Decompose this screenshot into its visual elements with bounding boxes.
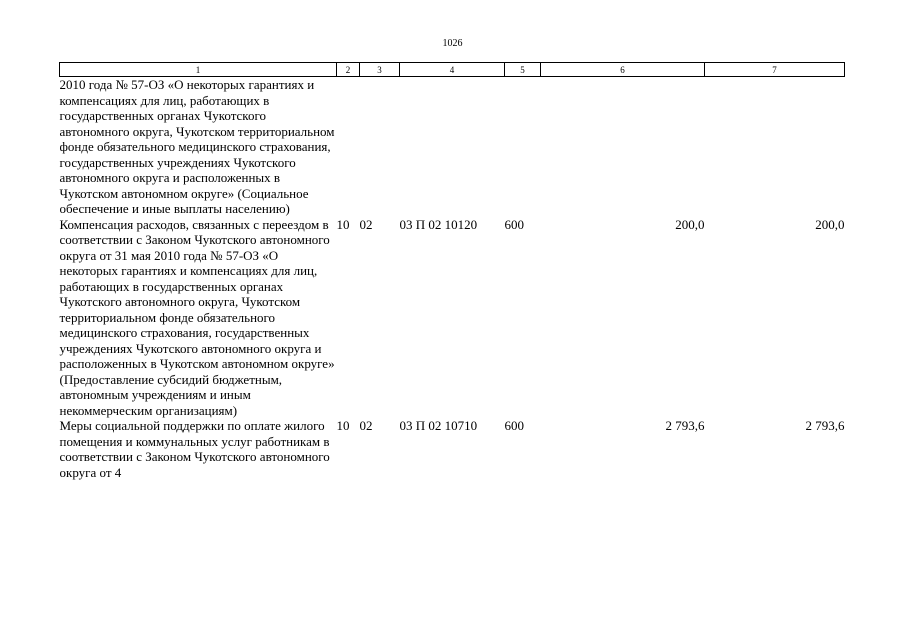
row-description: Компенсация расходов, связанных с переездом в соответствии с Законом Чукотского автономного округа от 31 мая 2010 года № 57-ОЗ «О некоторых гарантиях и компенсациях для лиц, работающих в государственных органах Чукотского автономного округа, Чукотском территориальном фонде обязательного медицинского страхования, государственных учреждениях Чукотского автономного округа и расположенных в Чукотском автономном округе» (Предоставление субсидий бюджетным, автономным учреждениям и иным некоммерческим организациям) xyxy=(59,216,335,418)
row-description: 2010 года № 57-ОЗ «О некоторых гарантиях и компенсациях для лиц, работающих в государственных органах Чукотского автономного округа, Чукотском территориальном фонде обязательного медицинского страхования, государственных учреждениях Чукотского автономного округа и расположенных в Чукотском автономном округе» (Социальное обеспечение и иные выплаты населению) xyxy=(59,77,335,216)
row-description: Меры социальной поддержки по оплате жилого помещения и коммунальных услуг работникам в соответствии с Законом Чукотского автономного округа от 4 xyxy=(59,418,330,480)
row-target-code xyxy=(400,77,505,217)
header-col-2: 2 xyxy=(337,63,360,77)
row-amount-1 xyxy=(541,77,705,217)
header-col-3: 3 xyxy=(360,63,400,77)
row-amount-1: 2 793,6 xyxy=(665,418,705,433)
header-col-4: 4 xyxy=(400,63,505,77)
row-subsection: 02 xyxy=(359,216,373,232)
row-amount-1: 200,0 xyxy=(675,216,705,232)
page-number: 1026 xyxy=(442,38,463,49)
row-amount-2 xyxy=(705,77,845,217)
row-amount-2: 2 793,6 xyxy=(805,418,845,433)
header-col-6: 6 xyxy=(541,63,705,77)
table-row xyxy=(60,217,845,419)
header-col-1: 1 xyxy=(60,63,337,77)
row-subsection: 02 xyxy=(359,418,373,433)
row-expense-type: 600 xyxy=(504,216,524,232)
row-section: 10 xyxy=(336,216,350,232)
table-row xyxy=(60,418,845,480)
budget-table xyxy=(59,62,845,480)
header-row xyxy=(60,63,845,77)
header-col-7: 7 xyxy=(705,63,845,77)
row-amount-2: 200,0 xyxy=(815,216,845,232)
header-col-5: 5 xyxy=(505,63,541,77)
row-subsection xyxy=(360,77,400,217)
table-row xyxy=(60,77,845,217)
row-expense-type: 600 xyxy=(504,418,524,433)
row-section: 10 xyxy=(336,418,350,433)
row-section xyxy=(337,77,360,217)
row-target-code: 03 П 02 10120 xyxy=(399,216,478,232)
row-expense-type xyxy=(505,77,541,217)
row-target-code: 03 П 02 10710 xyxy=(399,418,478,433)
